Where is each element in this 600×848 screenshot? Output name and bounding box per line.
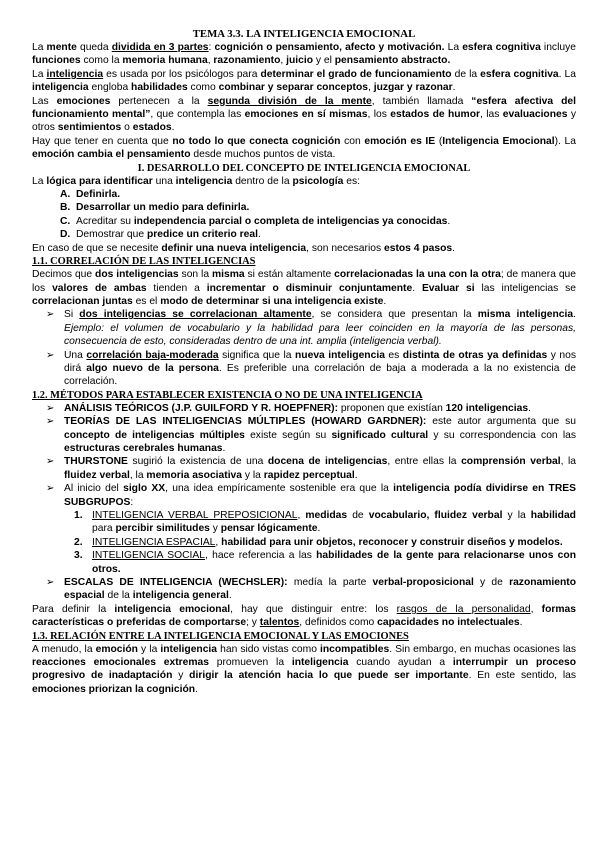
text-run: medidas — [305, 510, 348, 521]
text-run: fluidez verbal — [64, 469, 130, 481]
step-label: A. — [60, 189, 71, 201]
arrow-bullet-icon: ➢ — [46, 456, 55, 468]
intro-paragraph-3: Las emociones pertenecen a la segunda división de la mente, también llamada “esfera afectiva del funcionamiento mental”, que contempla las emociones en sí mismas, los estados de humor, las evaluaciones y otros sentimientos o estados. — [32, 95, 576, 134]
text-run: cognición o pensamiento, afecto y motivación. — [214, 42, 445, 53]
text-run: lógica para identificar — [46, 175, 153, 187]
step-label: C. — [60, 215, 71, 227]
text-run: rasgos de la personalidad — [396, 603, 531, 615]
text-run: concepto de inteligencias múltiples — [64, 429, 245, 441]
text-run: reacciones emocionales extremas — [32, 657, 209, 669]
text-run: pensamiento abstracto. — [334, 55, 451, 67]
text-run: esfera cognitiva — [462, 42, 541, 53]
bullet-text: THURSTONE sugirió la existencia de una docena de inteligencias, entre ellas la comprensión verbal, la fluidez verbal, la memoria asociativa y la rapidez perceptual. — [64, 456, 577, 481]
text-run: combinar y separar conceptos — [218, 82, 368, 94]
arrow-bullet-icon: ➢ — [46, 416, 55, 428]
step-label: D. — [60, 229, 71, 241]
bullet-item — [32, 415, 576, 455]
text-run: nueva inteligencia — [295, 349, 385, 361]
subgroup-item — [32, 509, 576, 536]
text-run: inteligencia podía dividirse en TRES SUBGRUPOS — [64, 483, 577, 508]
arrow-bullet-icon: ➢ — [46, 577, 55, 589]
text-run: verbal-proposicional — [372, 577, 474, 589]
text-run: “esfera afectiva del funcionamiento mental” — [32, 95, 576, 121]
text-run: estructuras cerebrales humanas — [64, 442, 223, 454]
section-1-2-closing: Para definir la inteligencia emocional, hay que distinguir entre: los rasgos de la personalidad, formas características o preferidas de comportarse; y talentos, definidos como capacidades no intelectuales. — [32, 603, 576, 629]
bullet-item — [32, 402, 576, 415]
text-run: emoción es IE — [364, 135, 436, 147]
text-run: siglo XX — [123, 483, 166, 495]
text-run: mente — [46, 42, 77, 53]
text-run: correlacionan juntas — [32, 295, 133, 307]
text-run: inteligencia — [160, 643, 218, 655]
step-item — [60, 201, 576, 214]
text-run: habilidad para unir objetos, reconocer y construir diseños y modelos. — [221, 536, 563, 548]
text-run: ESCALAS DE INTELIGENCIA (WECHSLER): — [64, 577, 288, 589]
text-run: docena de inteligencias — [267, 456, 388, 468]
text-run: emoción — [95, 643, 138, 655]
bullet-item — [32, 455, 576, 482]
text-run: emociones en sí mismas — [244, 109, 368, 121]
text-run: incrementar o disminuir conjuntamente — [206, 282, 413, 294]
bullet-item — [32, 576, 576, 603]
text-run: vocabulario, fluidez verbal — [368, 510, 503, 521]
bullet-text: Una correlación baja-moderada significa que la nueva inteligencia es distinta de otras ya definidas y nos dirá algo nuevo de la persona. Es preferible una correlación de baja a moderada a la no existencia de correlación. — [64, 349, 577, 388]
bullet-item — [32, 482, 576, 509]
text-run: emociones priorizan la cognición — [32, 683, 196, 695]
text-run: funciones — [32, 55, 81, 67]
text-run: INTELIGENCIA ESPACIAL — [92, 536, 216, 548]
steps-list — [32, 188, 576, 242]
subgroup-text: INTELIGENCIA SOCIAL, hace referencia a las habilidades de la gente para relacionarse unos con otros. — [92, 550, 576, 575]
text-run: significado cultural — [331, 429, 429, 441]
text-run: razonamiento espacial — [64, 577, 577, 602]
bullet-text: ANÁLISIS TEÓRICOS (J.P. GUILFORD Y R. HOEPFNER): proponen que existían 120 inteligencias. — [64, 402, 531, 414]
text-run: estos 4 pasos — [383, 242, 453, 254]
text-run: habilidades de la gente para relacionarse unos con otros. — [92, 550, 576, 575]
text-run: Evaluar si — [421, 282, 475, 294]
text-run: razonamiento — [213, 55, 281, 67]
text-run: capacidades no intelectuales — [377, 617, 520, 629]
bullet-text: TEORÍAS DE LAS INTELIGENCIAS MÚLTIPLES (HOWARD GARDNER): este autor argumenta que su concepto de inteligencias múltiples existe según su significado cultural y su correspondencia con las estructuras cerebrales humanas. — [64, 416, 576, 454]
text-run: no todo lo que conecta cognición — [172, 135, 341, 147]
intro-paragraph-1: La mente queda dividida en 3 partes: cognición o pensamiento, afecto y motivación. La esfera cognitiva incluye funciones como la memoria humana, razonamiento, juicio y el pensamiento abstracto. — [32, 42, 576, 67]
text-run: habilidad — [530, 510, 576, 521]
text-run: independencia parcial o completa de inteligencias ya conocidas — [133, 215, 448, 227]
text-run: inteligencia — [291, 657, 349, 669]
text-run: correlación baja-moderada — [86, 349, 219, 361]
wechsler-bullet — [32, 576, 576, 603]
text-run: inteligencia — [175, 175, 233, 187]
bullet-text: Si dos inteligencias se correlacionan altamente, se considera que presentan la misma inteligencia. Ejemplo: el volumen de vocabulario y la habilidad para leer coinciden en la mayoría de las personas, consecuencia de esto, consideradas dentro de una int. amplia (inteligencia verbal). — [64, 309, 576, 348]
arrow-bullet-icon: ➢ — [46, 309, 55, 321]
subgroup-text: INTELIGENCIA ESPACIAL, habilidad para unir objetos, reconocer y construir diseños y modelos. — [92, 536, 563, 548]
subgroup-item — [32, 549, 576, 576]
text-run: emociones — [56, 95, 111, 107]
text-run: Desarrollar un medio para definirla. — [76, 202, 250, 214]
subgroup-number: 2. — [74, 536, 83, 548]
text-run: interrumpir un proceso progresivo de inadaptación — [32, 657, 577, 682]
section-1-heading: I. DESARROLLO DEL CONCEPTO DE INTELIGENCIA EMOCIONAL — [137, 162, 471, 174]
text-run: esfera cognitiva — [480, 68, 559, 80]
intro-paragraph-4: Hay que tener en cuenta que no todo lo que conecta cognición con emoción es IE (Inteligencia Emocional). La emoción cambia el pensamiento desde muchos puntos de vista. — [32, 135, 576, 161]
text-run: modo de determinar si una inteligencia existe — [160, 295, 384, 307]
bullet-text: ESCALAS DE INTELIGENCIA (WECHSLER): medía la parte verbal-proposicional y de razonamiento espacial de la inteligencia general. — [64, 577, 577, 602]
step-text — [76, 202, 249, 213]
text-run: segunda división de la mente — [207, 95, 372, 107]
arrow-bullet-icon: ➢ — [46, 349, 55, 361]
text-run: dos inteligencias se correlacionan altamente — [79, 309, 312, 321]
text-run: inteligencia emocional — [114, 603, 231, 615]
text-run: emoción cambia el pensamiento — [32, 149, 191, 161]
text-run: misma — [211, 269, 245, 281]
text-run: sentimientos — [57, 122, 122, 134]
text-run: Definirla. — [76, 189, 121, 201]
subgroup-number: 1. — [74, 510, 83, 521]
step-text: Acreditar su independencia parcial o completa de inteligencias ya conocidas. — [76, 215, 451, 227]
text-run: valores de ambas — [52, 282, 147, 294]
step-item — [60, 228, 576, 241]
text-run: inteligencia — [46, 68, 104, 80]
text-run: correlacionadas la una con la otra — [334, 269, 501, 281]
subgroups-list — [32, 509, 576, 576]
text-run: distinta de otras ya definidas — [402, 349, 548, 361]
step-text — [76, 189, 120, 200]
text-run: juzgar y razonar — [373, 82, 453, 94]
text-run: incompatibles — [320, 643, 390, 655]
text-run: Ejemplo: el volumen de vocabulario y la habilidad para leer coinciden en la mayoría de las personas, consecuencia de esto, consideradas dentro de una int. amplia (inteligencia verbal). — [64, 322, 576, 348]
text-run: INTELIGENCIA SOCIAL — [92, 550, 205, 562]
text-run: dividida en 3 partes — [111, 42, 209, 53]
text-run: pensar lógicamente — [220, 523, 318, 535]
text-run: juicio — [286, 55, 313, 67]
step-item — [60, 215, 576, 228]
methods-bullets — [32, 402, 576, 509]
text-run: 120 inteligencias — [445, 402, 529, 414]
section-1-1-paragraph: Decimos que dos inteligencias son la misma si están altamente correlacionadas la una con la otra; de manera que los valores de ambas tienden a incrementar o disminuir conjuntamente. Evaluar si las inteligencias se correlacionan juntas es el modo de determinar si una inteligencia existe. — [32, 269, 577, 307]
text-run: TEORÍAS DE LAS INTELIGENCIAS MÚLTIPLES (HOWARD GARDNER): — [64, 416, 427, 428]
text-run: formas características o preferidas de comportarse — [32, 603, 576, 629]
step-label: B. — [60, 202, 71, 214]
arrow-bullet-icon: ➢ — [46, 483, 55, 495]
section-1-3-paragraph: A menudo, la emoción y la inteligencia han sido vistas como incompatibles. Sin embargo, en muchas ocasiones las reacciones emocionales extremas promueven la inteligencia cuando ayudan a interrumpir un proceso progresivo de inadaptación y dirigir la atención hacia lo que puede ser importante. En este sentido, las emociones priorizan la cognición. — [32, 643, 577, 695]
bullet-item — [32, 308, 576, 348]
document-title: TEMA 3.3. LA INTELIGENCIA EMOCIONAL — [192, 28, 416, 40]
text-run: ANÁLISIS TEÓRICOS (J.P. GUILFORD Y R. HOEPFNER): — [64, 402, 339, 414]
correlation-bullets — [32, 308, 576, 388]
text-run: Inteligencia Emocional — [442, 135, 555, 147]
text-run: percibir similitudes — [115, 523, 210, 535]
text-run: THURSTONE — [64, 456, 128, 468]
text-run: talentos — [259, 617, 300, 629]
intro-paragraph-2: La inteligencia es usada por los psicólogos para determinar el grado de funcionamiento de la esfera cognitiva. La inteligencia engloba habilidades como combinar y separar conceptos, juzgar y razonar. — [32, 68, 576, 94]
text-run: psicología — [292, 175, 344, 187]
step-item — [60, 188, 576, 201]
text-run: INTELIGENCIA VERBAL PREPOSICIONAL — [92, 510, 298, 521]
text-run: dos inteligencias — [95, 269, 179, 281]
text-run: inteligencia — [32, 82, 89, 94]
text-run: determinar el grado de funcionamiento — [260, 68, 452, 80]
section-1-closing: En caso de que se necesite definir una nueva inteligencia, son necesarios estos 4 pasos. — [32, 242, 455, 254]
bullet-item — [32, 349, 576, 389]
text-run: habilidades — [131, 82, 188, 94]
subgroup-number: 3. — [74, 550, 83, 562]
bullet-text: Al inicio del siglo XX, una idea empíricamente sostenible era que la inteligencia podía dividirse en TRES SUBGRUPOS: — [64, 483, 577, 508]
text-run: definir una nueva inteligencia — [161, 242, 307, 254]
text-run: memoria humana — [122, 55, 208, 67]
text-run: inteligencia general — [132, 590, 229, 602]
text-run: predice un criterio real — [146, 229, 258, 241]
text-run: algo nuevo de la persona — [86, 362, 219, 374]
text-run: comprensión verbal — [461, 456, 561, 468]
step-text: Demostrar que predice un criterio real. — [76, 229, 261, 241]
text-run: evaluaciones — [502, 109, 568, 121]
section-1-3-heading: 1.3. RELACIÓN ENTRE LA INTELIGENCIA EMOCIONAL Y LAS EMOCIONES — [32, 630, 409, 642]
text-run: memoria asociativa — [146, 469, 243, 481]
subgroup-item — [32, 536, 576, 549]
text-run: estados — [132, 122, 172, 134]
text-run: misma inteligencia — [477, 309, 574, 321]
section-1-2-heading: 1.2. MÉTODOS PARA ESTABLECER EXISTENCIA O NO DE UNA INTELIGENCIA — [32, 389, 423, 401]
text-run: estados de humor — [390, 109, 480, 121]
section-1-lead: La lógica para identificar una inteligencia dentro de la psicología es: — [32, 175, 360, 187]
arrow-bullet-icon: ➢ — [46, 402, 55, 414]
subgroup-text: INTELIGENCIA VERBAL PREPOSICIONAL, medidas de vocabulario, fluidez verbal y la habilidad para percibir similitudes y pensar lógicamente. — [92, 510, 576, 535]
text-run: dirigir la atención hacia lo que puede ser importante — [189, 670, 469, 682]
section-1-1-heading: 1.1. CORRELACIÓN DE LAS INTELIGENCIAS — [32, 256, 256, 268]
text-run: rapidez perceptual — [263, 469, 355, 481]
